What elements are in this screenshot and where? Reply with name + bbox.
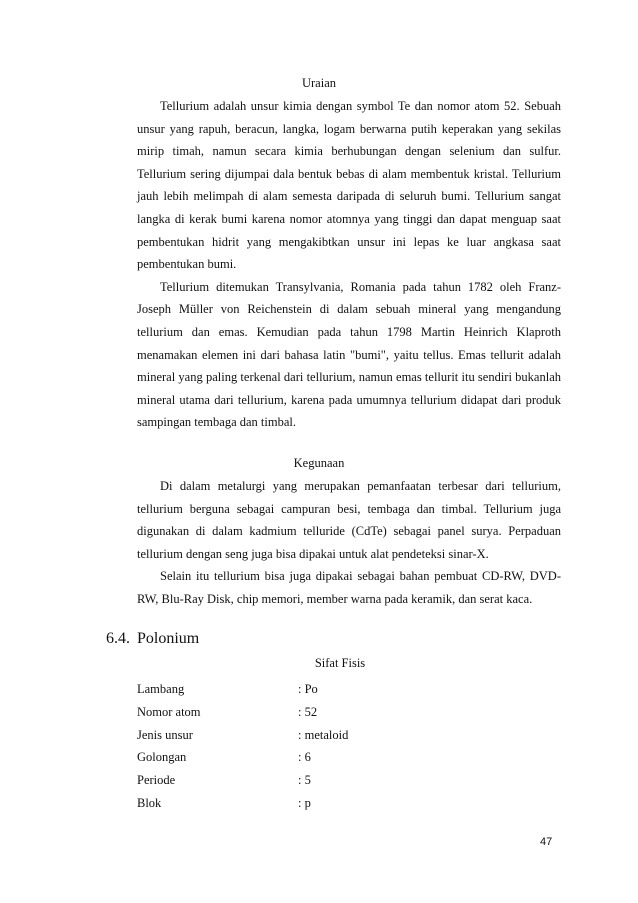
property-value: : Po [298,682,318,696]
uraian-text [137,95,561,434]
property-value: : metaloid [298,728,349,742]
property-value: : 52 [298,705,318,719]
kegunaan-paragraph-2: Selain itu tellurium bisa juga dipakai sebagai bahan pembuat CD-RW, DVD-RW, Blu-Ray Disk, chip memori, member warna pada keramik, dan serat kaca. [137,569,561,606]
sifat-fisis-heading: Sifat Fisis [314,656,366,670]
property-value: : p [298,796,311,810]
property-label: Periode [137,773,176,787]
property-value: : 5 [298,773,311,787]
property-label: Nomor atom [137,705,201,719]
section-name: Polonium [137,630,200,647]
uraian-paragraph-1: Tellurium adalah unsur kimia dengan symbol Te dan nomor atom 52. Sebuah unsur yang rapuh, beracun, langka, logam berwarna putih keperakan yang sekilas mirip timah, namun secara kimia berhubungan dengan selenium dan sulfur. Tellurium sering dijumpai dala bentuk bebas di alam membentuk kristal. Tellurium jauh lebih melimpah di alam semesta daripada di seluruh bumi. Tellurium sangat langka di kerak bumi karena nomor atomnya yang tinggi dan dapat menguap saat pembentukan hidrit yang mengakibtkan unsur ini lepas ke luar angkasa saat pembentukan bumi. [137,99,561,272]
kegunaan-heading: Kegunaan [293,456,345,470]
property-label: Lambang [137,682,185,696]
section-number: 6.4. [106,630,130,647]
page-number: 47 [540,836,553,848]
kegunaan-paragraph-1: Di dalam metalurgi yang merupakan pemanfaatan terbesar dari tellurium, tellurium berguna sebagai campuran besi, tembaga dan timbal. Tellurium juga digunakan di dalam kadmium telluride (CdTe) sebagai panel surya. Perpaduan tellurium dengan seng juga bisa dipakai untuk alat pendeteksi sinar-X. [137,479,561,561]
uraian-paragraph-2: Tellurium ditemukan Transylvania, Romania pada tahun 1782 oleh Franz-Joseph Müller von Reichenstein di dalam sebuah mineral yang mengandung tellurium dan emas. Kemudian pada tahun 1798 Martin Heinrich Klaproth menamakan elemen ini dari bahasa latin "bumi", yaitu tellus. Emas tellurit adalah mineral yang paling terkenal dari tellurium, namun emas tellurit itu sendiri bukanlah mineral utama dari tellurium, karena pada umumnya tellurium didapat dari produk sampingan tembaga dan timbal. [137,279,561,430]
section-title [106,630,199,648]
property-label: Blok [137,796,162,810]
property-value: : 6 [298,750,311,764]
uraian-heading: Uraian [301,76,336,90]
property-label: Golongan [137,750,187,764]
property-label: Jenis unsur [137,728,193,742]
kegunaan-text [137,475,561,611]
